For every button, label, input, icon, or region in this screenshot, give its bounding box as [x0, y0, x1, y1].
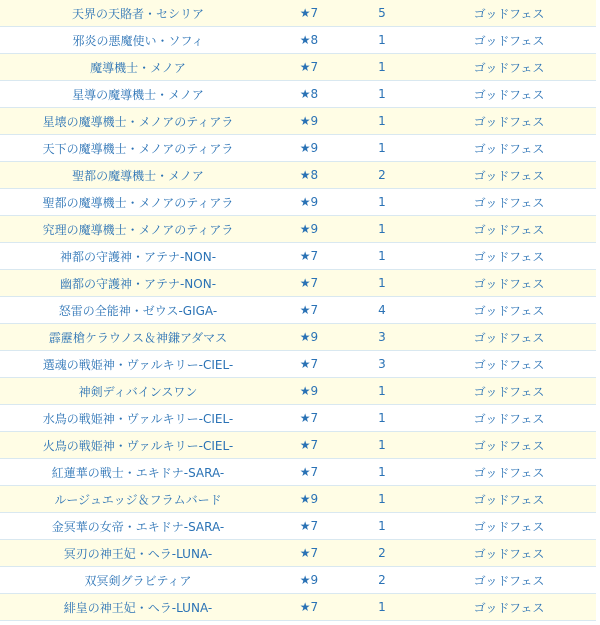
card-name-link[interactable]: 冥刃の神王妃・ヘラ-LUNA- [63, 546, 213, 561]
source-cell: ゴッドフェス [422, 486, 596, 513]
card-name-link[interactable]: 紅蓮華の戦士・エキドナ-SARA- [51, 465, 225, 480]
rarity-cell: ★9 [276, 378, 342, 405]
rarity-cell: ★7 [276, 270, 342, 297]
card-name-cell [0, 189, 276, 216]
count-cell: 2 [342, 162, 422, 189]
card-name-link[interactable]: 幽都の守護神・アテナ-NON- [59, 276, 217, 291]
card-name-cell [0, 27, 276, 54]
count-cell: 2 [342, 567, 422, 594]
count-cell: 1 [342, 108, 422, 135]
card-name-cell [0, 216, 276, 243]
source-cell: ゴッドフェス [422, 243, 596, 270]
table-row [0, 108, 596, 135]
source-cell: ゴッドフェス [422, 0, 596, 27]
source-cell: ゴッドフェス [422, 162, 596, 189]
card-name-link[interactable]: 星導の魔導機士・メノア [72, 87, 204, 102]
table-row [0, 405, 596, 432]
card-name-cell [0, 378, 276, 405]
card-name-cell [0, 405, 276, 432]
rarity-cell: ★7 [276, 432, 342, 459]
source-cell: ゴッドフェス [422, 405, 596, 432]
rarity-cell: ★9 [276, 486, 342, 513]
rarity-cell: ★9 [276, 324, 342, 351]
table-row [0, 432, 596, 459]
table-row [0, 513, 596, 540]
count-cell: 2 [342, 540, 422, 567]
source-cell: ゴッドフェス [422, 189, 596, 216]
table-row [0, 54, 596, 81]
card-name-link[interactable]: 邪炎の悪魔使い・ソフィ [72, 33, 204, 48]
table-row [0, 135, 596, 162]
count-cell: 1 [342, 459, 422, 486]
card-name-link[interactable]: 天界の天賂者・セシリア [71, 6, 204, 21]
count-cell: 1 [342, 243, 422, 270]
source-cell: ゴッドフェス [422, 378, 596, 405]
table-row [0, 189, 596, 216]
count-cell: 1 [342, 189, 422, 216]
card-name-cell [0, 513, 276, 540]
card-name-cell [0, 594, 276, 621]
table-row [0, 162, 596, 189]
count-cell: 1 [342, 81, 422, 108]
source-cell: ゴッドフェス [422, 351, 596, 378]
source-cell: ゴッドフェス [422, 108, 596, 135]
card-name-cell [0, 243, 276, 270]
count-cell: 1 [342, 270, 422, 297]
rarity-cell: ★7 [276, 405, 342, 432]
table-row [0, 459, 596, 486]
card-name-cell [0, 459, 276, 486]
card-name-link[interactable]: 天下の魔導機士・メノアのティアラ [42, 141, 234, 156]
count-cell: 1 [342, 405, 422, 432]
rarity-cell: ★7 [276, 459, 342, 486]
card-name-link[interactable]: 神都の守護神・アテナ-NON- [59, 249, 217, 264]
count-cell: 3 [342, 324, 422, 351]
source-cell: ゴッドフェス [422, 27, 596, 54]
card-name-link[interactable]: 金冥華の女帝・エキドナ-SARA- [51, 519, 225, 534]
card-name-cell [0, 351, 276, 378]
source-cell: ゴッドフェス [422, 540, 596, 567]
card-name-link[interactable]: 双冥剣グラビティア [84, 573, 192, 588]
rarity-cell: ★8 [276, 81, 342, 108]
rarity-cell: ★7 [276, 594, 342, 621]
count-cell: 1 [342, 54, 422, 81]
rarity-cell: ★9 [276, 135, 342, 162]
count-cell: 3 [342, 351, 422, 378]
card-name-link[interactable]: 星壊の魔導機士・メノアのティアラ [42, 114, 234, 129]
table-row [0, 540, 596, 567]
table-row [0, 243, 596, 270]
card-name-cell [0, 162, 276, 189]
source-cell: ゴッドフェス [422, 432, 596, 459]
rarity-cell: ★7 [276, 351, 342, 378]
card-name-link[interactable]: 選魂の戦姫神・ヴァルキリー-CIEL- [42, 357, 234, 372]
rarity-cell: ★8 [276, 27, 342, 54]
rarity-cell: ★9 [276, 189, 342, 216]
card-name-link[interactable]: 火鳥の戦姫神・ヴァルキリー-CIEL- [42, 438, 234, 453]
card-name-link[interactable]: 緋皇の神王妃・ヘラ-LUNA- [63, 600, 213, 615]
count-cell: 5 [342, 0, 422, 27]
count-cell: 1 [342, 216, 422, 243]
card-name-link[interactable]: 聖都の魔導機士・メノアのティアラ [42, 195, 234, 210]
card-name-link[interactable]: 究理の魔導機士・メノアのティアラ [42, 222, 234, 237]
card-name-cell [0, 81, 276, 108]
card-name-link[interactable]: 聖都の魔導機士・メノア [72, 168, 204, 183]
rarity-cell: ★7 [276, 54, 342, 81]
card-name-cell [0, 0, 276, 27]
card-name-cell [0, 54, 276, 81]
card-name-link[interactable]: 怒雷の全能神・ゼウス-GIGA- [58, 303, 218, 318]
count-cell: 1 [342, 513, 422, 540]
source-cell: ゴッドフェス [422, 594, 596, 621]
table-row [0, 378, 596, 405]
card-name-link[interactable]: 水鳥の戦姫神・ヴァルキリー-CIEL- [42, 411, 234, 426]
count-cell: 1 [342, 594, 422, 621]
source-cell: ゴッドフェス [422, 567, 596, 594]
card-name-cell [0, 270, 276, 297]
rarity-cell: ★7 [276, 243, 342, 270]
rarity-cell: ★7 [276, 0, 342, 27]
card-name-cell [0, 486, 276, 513]
count-cell: 4 [342, 297, 422, 324]
table-row [0, 27, 596, 54]
card-name-cell [0, 540, 276, 567]
count-cell: 1 [342, 135, 422, 162]
card-name-link[interactable]: 魔導機士・メノア [90, 60, 186, 75]
card-name-cell [0, 567, 276, 594]
rarity-cell: ★9 [276, 108, 342, 135]
card-name-cell [0, 108, 276, 135]
source-cell: ゴッドフェス [422, 513, 596, 540]
rarity-cell: ★9 [276, 567, 342, 594]
count-cell: 1 [342, 486, 422, 513]
table-row [0, 351, 596, 378]
count-cell: 1 [342, 378, 422, 405]
source-cell: ゴッドフェス [422, 135, 596, 162]
card-name-cell [0, 324, 276, 351]
card-name-cell [0, 297, 276, 324]
table-row [0, 567, 596, 594]
table-row [0, 270, 596, 297]
card-name-link[interactable]: 神剣ディバインスワン [78, 384, 198, 399]
rarity-cell: ★7 [276, 513, 342, 540]
source-cell: ゴッドフェス [422, 270, 596, 297]
rarity-cell: ★9 [276, 216, 342, 243]
source-cell: ゴッドフェス [422, 297, 596, 324]
table-row [0, 216, 596, 243]
count-cell: 1 [342, 432, 422, 459]
card-name-cell [0, 432, 276, 459]
table-row [0, 594, 596, 621]
table-row [0, 81, 596, 108]
source-cell: ゴッドフェス [422, 81, 596, 108]
table-row [0, 324, 596, 351]
table-row [0, 297, 596, 324]
rarity-cell: ★7 [276, 540, 342, 567]
table-row [0, 486, 596, 513]
count-cell: 1 [342, 27, 422, 54]
card-name-link[interactable]: ルージュエッジ＆フラムバード [54, 492, 222, 507]
source-cell: ゴッドフェス [422, 324, 596, 351]
source-cell: ゴッドフェス [422, 216, 596, 243]
source-cell: ゴッドフェス [422, 459, 596, 486]
rarity-cell: ★7 [276, 297, 342, 324]
card-name-cell [0, 135, 276, 162]
rarity-cell: ★8 [276, 162, 342, 189]
table-row [0, 0, 596, 27]
source-cell: ゴッドフェス [422, 54, 596, 81]
card-name-link[interactable]: 霹靂槍ケラウノス＆神鎌アダマス [48, 330, 228, 345]
